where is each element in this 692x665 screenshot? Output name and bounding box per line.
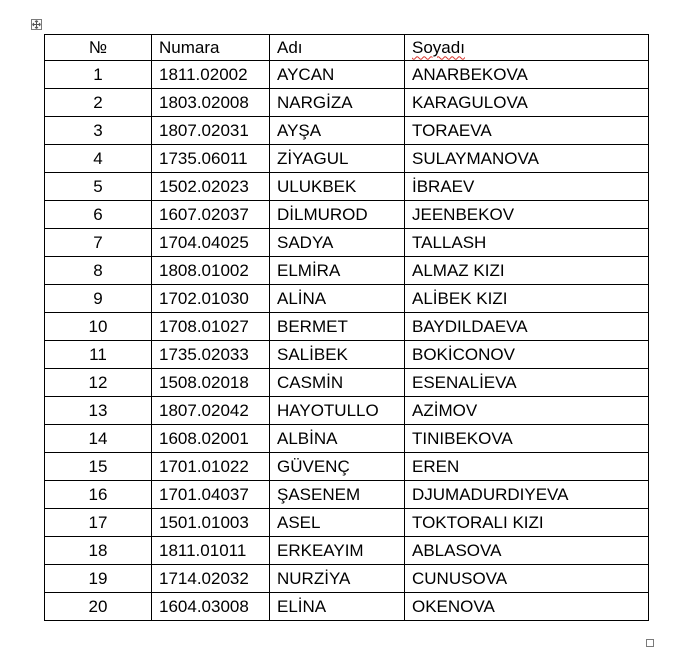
cell-adi[interactable]: NARGİZA [270,89,405,117]
student-table [44,34,649,621]
move-arrows-icon [32,20,41,29]
cell-soyadi[interactable]: TORAEVA [405,117,649,145]
cell-numara[interactable]: 1502.02023 [152,173,270,201]
cell-numara[interactable]: 1708.01027 [152,313,270,341]
cell-soyadi[interactable]: ALİBEK KIZI [405,285,649,313]
cell-numara[interactable]: 1702.01030 [152,285,270,313]
table-row [45,453,649,481]
cell-adi[interactable]: CASMİN [270,369,405,397]
cell-no[interactable]: 1 [45,61,152,89]
table-row [45,537,649,565]
table-row [45,117,649,145]
table-row [45,369,649,397]
cell-soyadi[interactable]: BAYDILDAEVA [405,313,649,341]
cell-numara[interactable]: 1604.03008 [152,593,270,621]
cell-numara[interactable]: 1607.02037 [152,201,270,229]
cell-numara[interactable]: 1735.06011 [152,145,270,173]
cell-soyadi[interactable]: SULAYMANOVA [405,145,649,173]
cell-adi[interactable]: ZİYAGUL [270,145,405,173]
cell-adi[interactable]: AYŞA [270,117,405,145]
cell-adi[interactable]: ERKEAYIM [270,537,405,565]
table-row [45,397,649,425]
header-soyadi-text: Soyadı [412,37,465,57]
cell-adi[interactable]: SADYA [270,229,405,257]
cell-no[interactable]: 11 [45,341,152,369]
cell-soyadi[interactable]: JEENBEKOV [405,201,649,229]
table-row [45,61,649,89]
cell-numara[interactable]: 1608.02001 [152,425,270,453]
cell-numara[interactable]: 1701.04037 [152,481,270,509]
header-numara[interactable]: Numara [152,35,270,61]
cell-soyadi[interactable]: ABLASOVA [405,537,649,565]
cell-adi[interactable]: ŞASENEM [270,481,405,509]
cell-soyadi[interactable]: AZİMOV [405,397,649,425]
cell-no[interactable]: 12 [45,369,152,397]
cell-soyadi[interactable]: ESENALİEVA [405,369,649,397]
cell-numara[interactable]: 1704.04025 [152,229,270,257]
cell-no[interactable]: 3 [45,117,152,145]
cell-no[interactable]: 18 [45,537,152,565]
cell-numara[interactable]: 1811.02002 [152,61,270,89]
table-row [45,173,649,201]
table-row [45,341,649,369]
cell-no[interactable]: 2 [45,89,152,117]
cell-soyadi[interactable]: KARAGULOVA [405,89,649,117]
header-adi[interactable]: Adı [270,35,405,61]
cell-no[interactable]: 15 [45,453,152,481]
table-row [45,509,649,537]
cell-numara[interactable]: 1701.01022 [152,453,270,481]
cell-no[interactable]: 5 [45,173,152,201]
cell-numara[interactable]: 1803.02008 [152,89,270,117]
cell-adi[interactable]: ELMİRA [270,257,405,285]
table-row [45,565,649,593]
table-row [45,145,649,173]
cell-adi[interactable]: BERMET [270,313,405,341]
cell-adi[interactable]: HAYOTULLO [270,397,405,425]
cell-soyadi[interactable]: DJUMADURDIYEVA [405,481,649,509]
cell-no[interactable]: 17 [45,509,152,537]
cell-numara[interactable]: 1508.02018 [152,369,270,397]
table-move-handle-icon[interactable] [31,19,42,30]
table-resize-handle-icon[interactable] [646,639,654,647]
cell-soyadi[interactable]: TOKTORALI KIZI [405,509,649,537]
cell-numara[interactable]: 1714.02032 [152,565,270,593]
cell-no[interactable]: 16 [45,481,152,509]
cell-soyadi[interactable]: ANARBEKOVA [405,61,649,89]
cell-no[interactable]: 4 [45,145,152,173]
cell-numara[interactable]: 1501.01003 [152,509,270,537]
table-row [45,593,649,621]
cell-adi[interactable]: DİLMUROD [270,201,405,229]
cell-no[interactable]: 8 [45,257,152,285]
table-row [45,285,649,313]
table-header-row [45,35,649,61]
table-row [45,481,649,509]
table-row [45,257,649,285]
cell-adi[interactable]: ALİNA [270,285,405,313]
cell-no[interactable]: 10 [45,313,152,341]
cell-adi[interactable]: SALİBEK [270,341,405,369]
cell-numara[interactable]: 1735.02033 [152,341,270,369]
cell-adi[interactable]: AYCAN [270,61,405,89]
cell-soyadi[interactable]: ALMAZ KIZI [405,257,649,285]
cell-adi[interactable]: GÜVENÇ [270,453,405,481]
table-row [45,313,649,341]
cell-soyadi[interactable]: EREN [405,453,649,481]
cell-soyadi[interactable]: TALLASH [405,229,649,257]
cell-soyadi[interactable]: BOKİCONOV [405,341,649,369]
cell-adi[interactable]: ELİNA [270,593,405,621]
cell-numara[interactable]: 1807.02042 [152,397,270,425]
cell-no[interactable]: 6 [45,201,152,229]
cell-soyadi[interactable]: CUNUSOVA [405,565,649,593]
table-row [45,89,649,117]
cell-no[interactable]: 14 [45,425,152,453]
cell-no[interactable]: 20 [45,593,152,621]
table-body [45,61,649,621]
cell-adi[interactable]: ALBİNA [270,425,405,453]
cell-numara[interactable]: 1811.01011 [152,537,270,565]
table-row [45,425,649,453]
cell-soyadi[interactable]: İBRAEV [405,173,649,201]
cell-no[interactable]: 7 [45,229,152,257]
header-soyadi[interactable] [405,35,649,61]
cell-numara[interactable]: 1807.02031 [152,117,270,145]
cell-numara[interactable]: 1808.01002 [152,257,270,285]
cell-no[interactable]: 9 [45,285,152,313]
cell-adi[interactable]: ULUKBEK [270,173,405,201]
cell-adi[interactable]: NURZİYA [270,565,405,593]
cell-soyadi[interactable]: OKENOVA [405,593,649,621]
table-row [45,201,649,229]
table-row [45,229,649,257]
cell-no[interactable]: 19 [45,565,152,593]
cell-no[interactable]: 13 [45,397,152,425]
cell-soyadi[interactable]: TINIBEKOVA [405,425,649,453]
cell-adi[interactable]: ASEL [270,509,405,537]
header-no[interactable]: № [45,35,152,61]
